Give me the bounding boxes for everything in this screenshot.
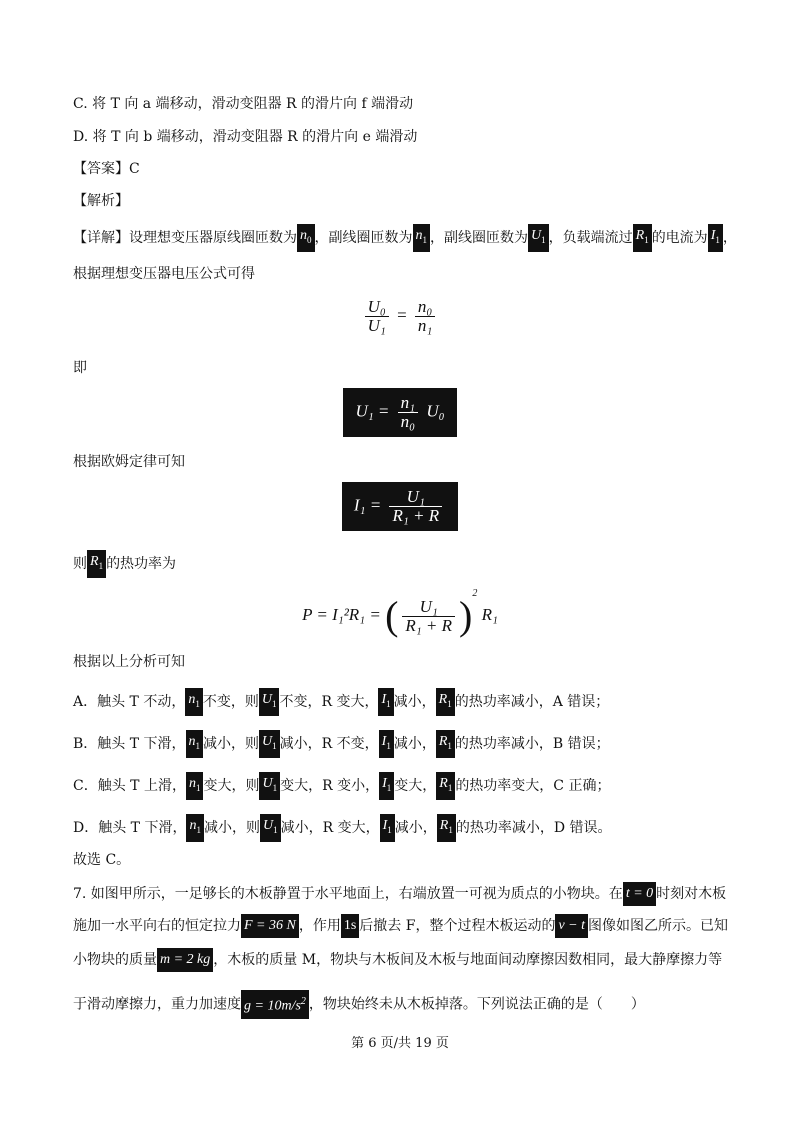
analysis-option-d: D．触头 T 下滑， $n_1$ 减小，则 $U_1$ 减小，R 变大， $I_1$ 减小， $R_1$ 的热功率减小，D 错误。	[73, 814, 612, 842]
symbol-i1: $I_1$	[379, 730, 394, 758]
option-d-line: D. 将 T 向 b 端移动，滑动变阻器 R 的滑片向 e 端滑动	[73, 129, 418, 145]
equation-u1: U₁ = $\frac{\text{n₁}}{\text{n₀}}$ U₀	[0, 388, 800, 437]
symbol-t0: t = 0	[623, 882, 656, 906]
equation-i1: I₁ = $\frac{\text{U₁}}{\text{R₁ + R}}$	[0, 482, 800, 531]
analysis-option-a: A．触头 T 不动， $n_1$ 不变，则 $U_1$ 不变，R 变大， $I_1$ 减小， $R_1$ 的热功率减小，A 错误；	[73, 688, 609, 716]
q7-line-3: 小物块的质量 m = 2 kg ，木板的质量 M，物块与木板间及木板与地面间动摩擦因数相同，最大静摩擦力等	[73, 948, 722, 972]
power-line: 则 $R_1$ 的热功率为	[73, 550, 176, 578]
symbol-i1: $I_1$	[708, 224, 723, 252]
symbol-i1: $I_1$	[378, 688, 393, 716]
detail-text-3: ，副线圈匝数为	[430, 229, 528, 246]
symbol-n1: $n_1$	[186, 772, 204, 800]
detail-text-6: ，	[722, 229, 737, 246]
symbol-u1: $U_1$	[259, 688, 280, 716]
ohm-line: 根据欧姆定律可知	[73, 454, 185, 470]
symbol-u1: $U_1$	[259, 730, 280, 758]
choose-line: 故选 C。	[73, 852, 131, 868]
conclude-line: 根据以上分析可知	[73, 654, 185, 670]
detail-text-2: ，副线圈匝数为	[314, 229, 413, 246]
symbol-n1: $n_1$	[186, 814, 204, 842]
symbol-g10: $g = 10m/s^2$	[241, 990, 309, 1019]
symbol-n0: $n_0$	[297, 224, 315, 252]
symbol-1s: 1s	[341, 914, 359, 938]
detail-text-4: ，负载端流过	[548, 229, 633, 246]
symbol-i1: $I_1$	[379, 772, 394, 800]
analysis-heading: 【解析】	[73, 193, 129, 209]
symbol-r1: $R_1$	[87, 550, 106, 578]
symbol-u1: $U_1$	[260, 814, 281, 842]
analysis-option-c: C．触头 T 上滑， $n_1$ 变大，则 $U_1$ 变大，R 变小， $I_1$ 变大， $R_1$ 的热功率变大，C 正确；	[73, 772, 610, 800]
symbol-f36: F = 36 N	[241, 914, 299, 938]
analysis-option-b: B．触头 T 下滑， $n_1$ 减小，则 $U_1$ 减小，R 不变， $I_1$ 减小， $R_1$ 的热功率减小，B 错误；	[73, 730, 610, 758]
ji-line: 即	[73, 360, 87, 376]
equation-voltage-ratio: $\frac{\text{U₀}}{\text{U₁}}$ = $\frac{\text{n₀}}{\text{n₁}}$	[0, 298, 800, 335]
symbol-vt: v − t	[555, 914, 588, 938]
symbol-n1: $n_1$	[413, 224, 431, 252]
detail-text-1: 【详解】设理想变压器原线圈匝数为	[73, 229, 297, 246]
detail-text-5: 的电流为	[651, 229, 708, 246]
symbol-r1: $R_1$	[437, 814, 456, 842]
q7-line-2: 施加一水平向右的恒定拉力 F = 36 N ，作用 1s 后撤去 F，整个过程木板运动的 v − t 图像如图乙所示。已知	[73, 914, 728, 938]
detail-line	[73, 224, 737, 252]
q7-line-4: 于滑动摩擦力，重力加速度 $g = 10m/s^2$ ，物块始终未从木板掉落。下列说法正确的是（ ）	[73, 990, 645, 1019]
symbol-r1: $R_1$	[436, 688, 455, 716]
option-c-line: C. 将 T 向 a 端移动，滑动变阻器 R 的滑片向 f 端滑动	[73, 96, 414, 112]
symbol-u1: $U_1$	[528, 224, 549, 252]
symbol-u1: $U_1$	[259, 772, 280, 800]
q7-line-1: 7. 如图甲所示，一足够长的木板静置于水平地面上，右端放置一可视为质点的小物块。在 t = 0 时刻对木板	[73, 882, 726, 906]
symbol-r1: $R_1$	[436, 772, 455, 800]
symbol-n1: $n_1$	[185, 688, 203, 716]
equation-power: P = I₁²R₁ = ( $\frac{\text{U₁}}{\text{R₁ + R}}$ )$^2$ R₁	[302, 588, 498, 639]
symbol-n1: $n_1$	[186, 730, 204, 758]
symbol-r1: $R_1$	[436, 730, 455, 758]
symbol-i1: $I_1$	[380, 814, 395, 842]
symbol-m2: m = 2 kg	[157, 948, 213, 972]
symbol-r1: $R_1$	[633, 224, 652, 252]
answer-line: 【答案】C	[73, 161, 140, 177]
page-footer: 第 6 页/共 19 页	[351, 1036, 449, 1051]
detail-continuation: 根据理想变压器电压公式可得	[73, 266, 255, 282]
